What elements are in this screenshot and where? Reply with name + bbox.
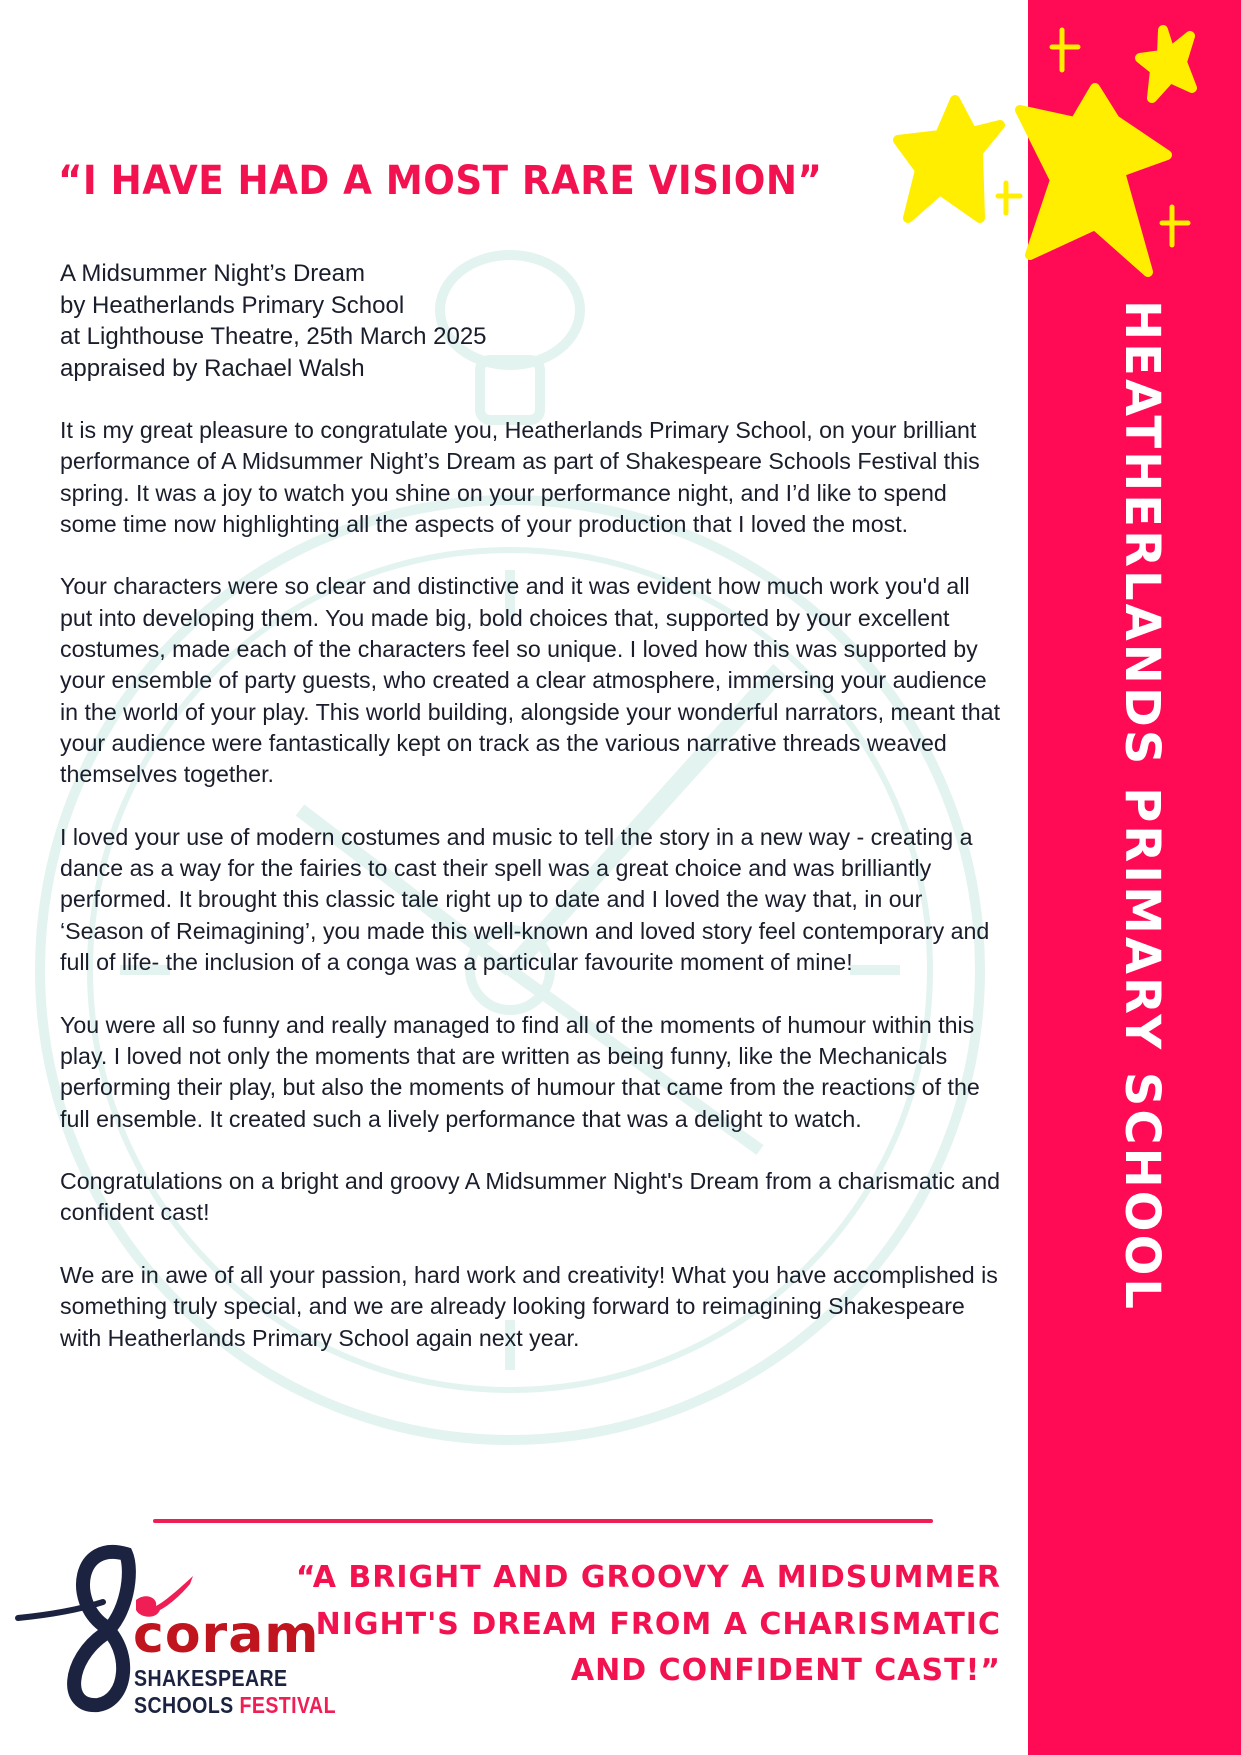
school-line: by Heatherlands Primary School (60, 291, 405, 319)
paragraph: You were all so funny and really managed to find all of the moments of humour within this play. I loved not only the moments that are written as being funny, like the Mechanicals performing their play, but also the moments of humour that came from the reactions of the full ensemble. It created such a lively performance that was a delight to watch. (60, 1011, 980, 1132)
pull-quote-line: “A BRIGHT AND GROOVY A MIDSUMMER (295, 1560, 1001, 1595)
venue-date-line: at Lighthouse Theatre, 25th March 2025 (60, 323, 487, 350)
divider (153, 1519, 933, 1523)
star-icon (1020, 88, 1167, 272)
figure-eight-icon (74, 1552, 129, 1705)
production-details (60, 258, 487, 384)
page-headline: “I HAVE HAD A MOST RARE VISION” (58, 158, 823, 204)
pull-quote (296, 1555, 1001, 1695)
paragraph: I loved your use of modern costumes and music to tell the story in a new way - creating a dance as a way for the fairies to cast their spell was a great choice and was brilliantly performed. It brought this classic tale right up to date and I loved the way that, in our ‘Season of Reimagining’, you made this well-known and loved story feel contemporary and full of life- the inclusion of a conga was a particular favourite moment of mine! (60, 823, 990, 976)
paragraph: Your characters were so clear and distinctive and it was evident how much work you'd all put into developing them. You made big, bold choices that, supported by your excellent costumes, made each of the characters feel so unique. I loved how this was supported by your ensemble of party guests, who created a clear atmosphere, immersing your audience in the world of your play. This world building, alongside your wonderful narrators, meant that your audience were fantastically kept on track as the various narrative threads weaved themselves together. (60, 573, 1001, 788)
appraiser-line: appraised by Rachael Walsh (60, 354, 365, 382)
star-icon (898, 100, 1000, 218)
logo-schools-festival (134, 1692, 336, 1719)
logo-shakespeare: SHAKESPEARE (134, 1665, 288, 1691)
star-icon (1140, 30, 1192, 98)
paragraph: We are in awe of all your passion, hard work and creativity! What you have accomplished is something truly special, and we are already looking forward to reimagining Shakespeare with Heatherlands Primary School again next year. (60, 1262, 998, 1351)
pull-quote-line: NIGHT'S DREAM FROM A CHARISMATIC (315, 1606, 1001, 1642)
school-name-vertical: HEATHERLANDS PRIMARY SCHOOL (1114, 300, 1170, 1312)
coram-wordmark: coram (133, 1605, 320, 1665)
play-title: A Midsummer Night’s Dream (60, 260, 365, 287)
stars-decoration (880, 0, 1241, 280)
paragraph: Congratulations on a bright and groovy A Midsummer Night's Dream from a charismatic and confident cast! (60, 1168, 1001, 1226)
paragraph: It is my great pleasure to congratulate you, Heatherlands Primary School, on your brilliant performance of A Midsummer Night’s Dream as part of Shakespeare Schools Festival this spring. It was a joy to watch you shine on your performance night, and I’d like to spend some time now highlighting all the aspects of your production that I loved the most. (60, 417, 980, 537)
appraisal-body (60, 415, 1005, 1385)
logo-schools: SCHOOLS (134, 1692, 234, 1718)
logo-festival: FESTIVAL (239, 1692, 336, 1718)
pull-quote-line: AND CONFIDENT CAST!” (570, 1653, 1001, 1688)
